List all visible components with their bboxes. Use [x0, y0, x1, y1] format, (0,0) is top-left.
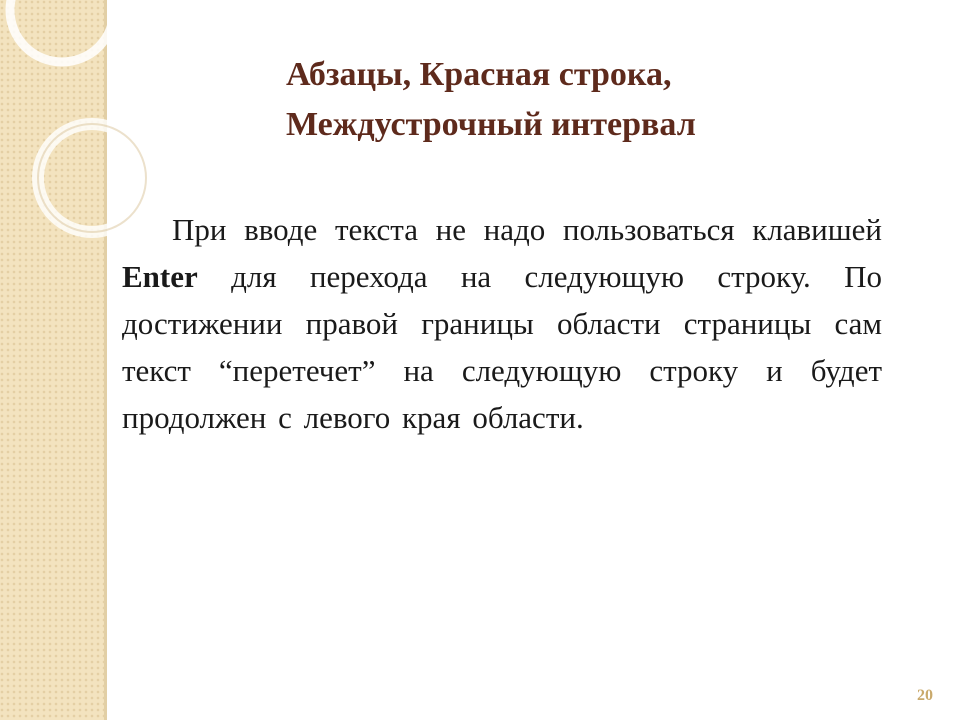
slide-body-paragraph — [122, 206, 882, 441]
slide-title-line-1: Абзацы, Красная строка, — [286, 56, 672, 93]
body-text-part-1: При вводе текста не надо пользоваться клавишей — [172, 212, 882, 247]
slide-number: 20 — [917, 687, 933, 704]
body-text-part-2: для перехода на следующую строку. По достижении правой границы области страницы сам текст “перетечет” на следующую строку и будет продолжен с левого края области. — [122, 259, 882, 435]
enter-key-name: Enter — [122, 259, 198, 294]
slide-title-line-2: Междустрочный интервал — [286, 106, 696, 143]
top-ring — [10, 0, 114, 62]
slide-title — [286, 50, 846, 150]
